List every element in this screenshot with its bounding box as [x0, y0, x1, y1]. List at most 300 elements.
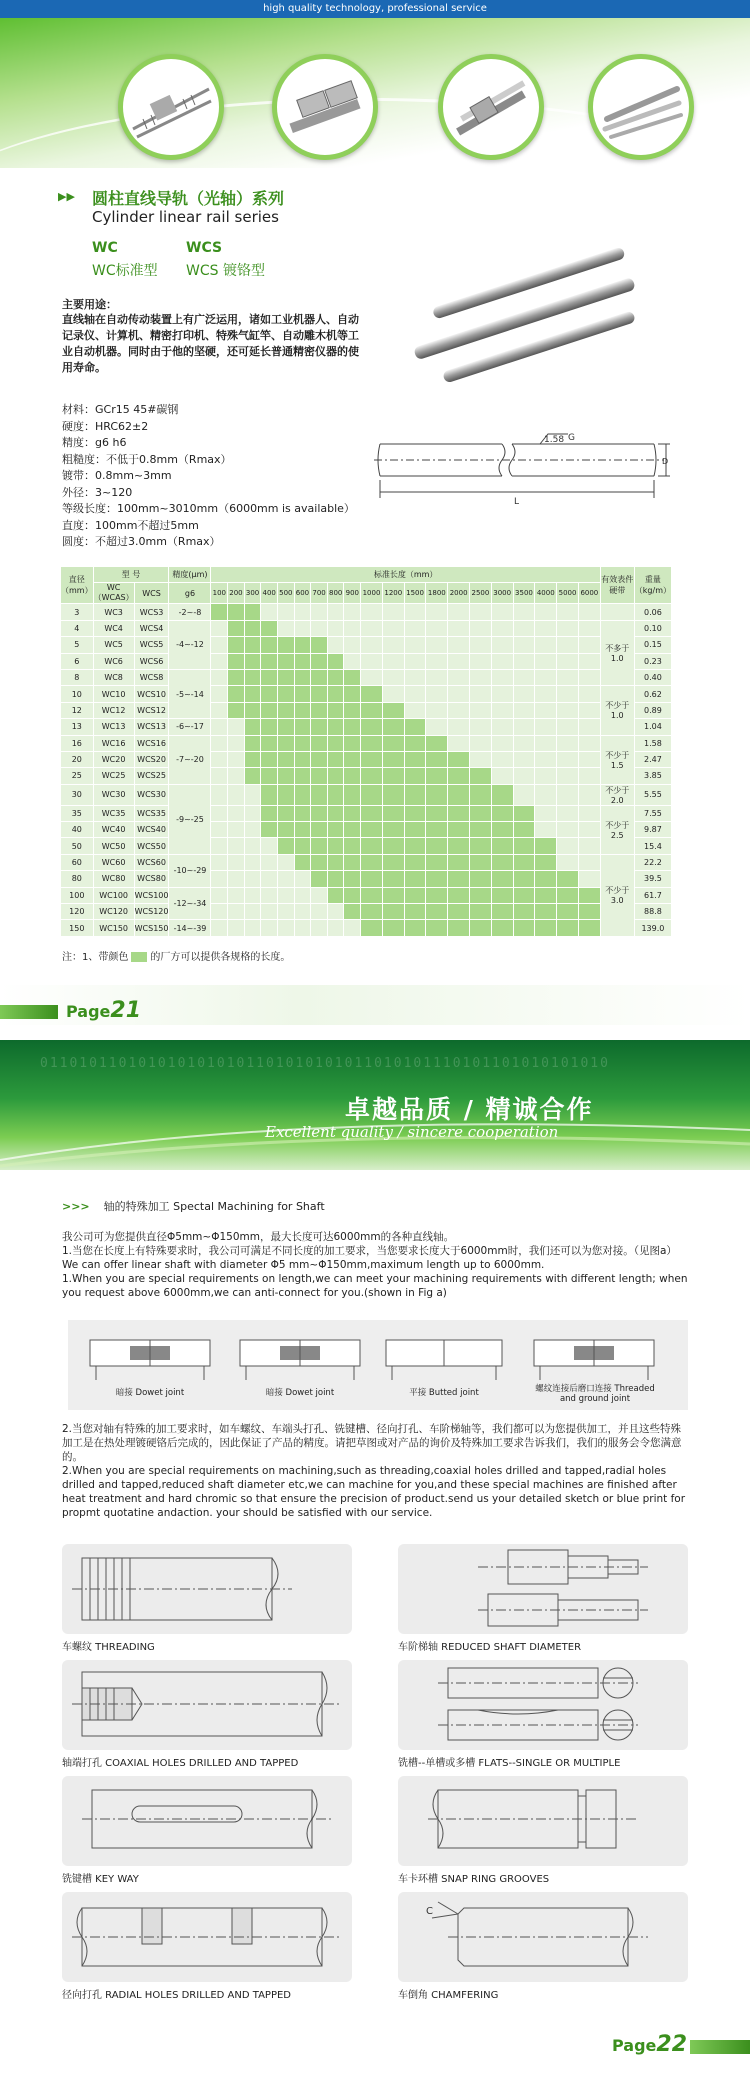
length-cell — [361, 604, 383, 620]
available-length-cell — [404, 904, 426, 920]
length-cell — [244, 920, 261, 936]
length-cell — [361, 653, 383, 669]
length-cell — [327, 920, 344, 936]
diameter-cell: 50 — [61, 838, 94, 854]
available-length-cell — [311, 669, 328, 685]
available-length-cell — [448, 768, 470, 784]
length-cell — [211, 669, 228, 685]
available-length-cell — [261, 784, 278, 805]
spec-line: 镀带：0.8mm~3mm — [62, 469, 172, 482]
available-length-cell — [361, 686, 383, 702]
length-cell — [448, 637, 470, 653]
available-length-cell — [361, 719, 383, 735]
length-cell — [578, 604, 600, 620]
length-cell — [557, 735, 579, 751]
available-length-cell — [382, 904, 404, 920]
available-length-cell — [261, 822, 278, 838]
length-cell — [426, 637, 448, 653]
available-length-cell — [277, 805, 294, 821]
length-cell — [513, 669, 535, 685]
wcs-model-cell: WCS20 — [134, 751, 169, 767]
length-cell — [261, 604, 278, 620]
table-row — [61, 768, 672, 784]
diameter-cell: 8 — [61, 669, 94, 685]
available-length-cell — [491, 805, 513, 821]
hero-banner — [0, 18, 750, 168]
product-photo-support-rail — [438, 54, 544, 160]
available-length-cell — [211, 604, 228, 620]
available-length-cell — [426, 904, 448, 920]
available-length-cell — [382, 920, 404, 936]
length-cell — [228, 838, 245, 854]
length-cell — [228, 854, 245, 870]
length-cell — [448, 686, 470, 702]
available-length-cell — [244, 768, 261, 784]
available-length-cell — [294, 719, 311, 735]
available-length-cell — [311, 637, 328, 653]
available-length-cell — [361, 784, 383, 805]
length-cell — [491, 719, 513, 735]
length-header: 1800 — [426, 583, 448, 604]
available-length-cell — [228, 604, 245, 620]
hardness-cell: 不少于 2.5 — [600, 805, 634, 854]
table-note — [62, 948, 290, 963]
available-length-cell — [361, 822, 383, 838]
length-cell — [228, 768, 245, 784]
table-row — [61, 854, 672, 870]
available-length-cell — [426, 920, 448, 936]
title-arrows-icon: ▶▶ — [58, 190, 75, 203]
diameter-cell: 35 — [61, 805, 94, 821]
length-cell — [344, 620, 361, 636]
joint-label: 暗接 Dowet joint — [115, 1388, 185, 1398]
product-photo-ballscrew — [118, 54, 224, 160]
available-length-cell — [261, 653, 278, 669]
diameter-cell: 6 — [61, 653, 94, 669]
precision-cell: -12~-34 — [169, 887, 211, 920]
available-length-cell — [311, 702, 328, 718]
length-cell — [578, 768, 600, 784]
available-length-cell — [327, 653, 344, 669]
spec-list — [62, 402, 355, 551]
available-length-cell — [448, 887, 470, 903]
length-cell — [535, 604, 557, 620]
wcs-name: WCS 镀铬型 — [186, 263, 265, 279]
length-cell — [327, 637, 344, 653]
hardness-cell: 不少于 3.0 — [600, 854, 634, 936]
length-cell — [491, 735, 513, 751]
length-cell — [294, 920, 311, 936]
available-length-cell — [404, 768, 426, 784]
available-length-cell — [311, 854, 328, 870]
available-length-cell — [277, 702, 294, 718]
available-length-cell — [535, 904, 557, 920]
length-cell — [361, 637, 383, 653]
available-length-cell — [311, 871, 328, 887]
wc-model-cell: WC8 — [93, 669, 134, 685]
available-length-cell — [470, 920, 492, 936]
wc-model-cell: WC35 — [93, 805, 134, 821]
length-cell — [448, 702, 470, 718]
available-length-cell — [491, 904, 513, 920]
available-length-cell — [311, 768, 328, 784]
length-cell — [261, 887, 278, 903]
available-length-cell — [311, 784, 328, 805]
available-length-cell — [535, 887, 557, 903]
length-header: 5000 — [557, 583, 579, 604]
available-length-cell — [404, 838, 426, 854]
quality-banner — [0, 1040, 750, 1170]
length-cell — [244, 822, 261, 838]
available-length-cell — [244, 653, 261, 669]
length-cell — [211, 768, 228, 784]
length-cell — [228, 805, 245, 821]
available-length-cell — [327, 838, 344, 854]
figure-radial-holes — [62, 1892, 352, 1982]
length-cell — [344, 604, 361, 620]
spec-line: 硬度：HRC62±2 — [62, 419, 149, 433]
length-cell — [211, 871, 228, 887]
length-cell — [244, 871, 261, 887]
available-length-cell — [327, 735, 344, 751]
col-header-model: 型 号 — [93, 567, 169, 583]
available-length-cell — [344, 871, 361, 887]
available-length-cell — [470, 871, 492, 887]
length-cell — [277, 904, 294, 920]
diameter-cell: 25 — [61, 768, 94, 784]
weight-cell: 0.40 — [634, 669, 671, 685]
available-length-cell — [382, 719, 404, 735]
available-length-cell — [513, 805, 535, 821]
available-length-cell — [277, 653, 294, 669]
wcs-model-cell: WCS16 — [134, 735, 169, 751]
length-cell — [578, 751, 600, 767]
diameter-cell: 13 — [61, 719, 94, 735]
available-length-cell — [491, 838, 513, 854]
col-header-diameter: 直径（mm） — [61, 567, 94, 604]
intro-paragraph: 我公司可为您提供直径Φ5mm~Φ150mm，最大长度可达6000mm的各种直线轴。 1.当您在长度上有特殊要求时，我公司可满足不同长度的加工要求，当您要求长度大于6000mm时，我们还可以为您对接。（见图a） We can offer linear shaft with diameter Φ5 mm~Φ150mm,maximum length up to 6000mm. 1.When you are special requirements on length,we can meet your machining requirements with different length; when you request above 6000mm,we can anti-connect for you.(shown in Fig a) — [62, 1231, 688, 1299]
available-length-cell — [327, 805, 344, 821]
available-length-cell — [261, 686, 278, 702]
available-length-cell — [448, 920, 470, 936]
machining-paragraph-zh: 2.当您对轴有特殊的加工要求时，如车螺纹、车端头打孔、铣键槽、径向打孔、车阶梯轴等，我们都可以为您提供加工，并且这些特殊加工是在热处理镀硬铬后完成的，因此保证了产品的精度。请把草图或对产品的询价及特殊加工要求告诉我们，我们的服务会令您满意的。 — [62, 1423, 682, 1463]
weight-cell: 3.85 — [634, 768, 671, 784]
wc-model-cell: WC13 — [93, 719, 134, 735]
available-length-cell — [311, 719, 328, 735]
length-cell — [261, 871, 278, 887]
wc-model-cell: WC12 — [93, 702, 134, 718]
figure-snap-ring — [398, 1776, 688, 1866]
length-cell — [404, 604, 426, 620]
length-cell — [448, 620, 470, 636]
available-length-cell — [448, 822, 470, 838]
diameter-cell: 5 — [61, 637, 94, 653]
length-cell — [294, 904, 311, 920]
available-length-cell — [404, 735, 426, 751]
available-length-cell — [513, 822, 535, 838]
spec-line: 圆度：不超过3.0mm（Rmax） — [62, 535, 221, 548]
length-cell — [513, 653, 535, 669]
available-length-cell — [327, 702, 344, 718]
length-cell — [327, 604, 344, 620]
wcs-model-cell: WCS120 — [134, 904, 169, 920]
figure-reduced-diameter — [398, 1544, 688, 1634]
length-cell — [426, 669, 448, 685]
weight-cell: 7.55 — [634, 805, 671, 821]
length-cell — [557, 751, 579, 767]
available-length-cell — [382, 702, 404, 718]
length-cell — [470, 669, 492, 685]
length-header: 1000 — [361, 583, 383, 604]
table-row — [61, 920, 672, 936]
available-length-cell — [404, 719, 426, 735]
banner-slogan-zh: 卓越品质 / 精诚合作 — [345, 1095, 594, 1124]
table-row — [61, 838, 672, 854]
available-length-cell — [344, 751, 361, 767]
wc-model-cell: WC20 — [93, 751, 134, 767]
length-cell — [513, 784, 535, 805]
wc-model-cell: WC150 — [93, 920, 134, 936]
length-cell — [404, 637, 426, 653]
available-length-cell — [513, 887, 535, 903]
length-cell — [211, 822, 228, 838]
length-cell — [557, 637, 579, 653]
spec-line: 外径：3~120 — [62, 485, 133, 499]
length-cell — [277, 871, 294, 887]
length-cell — [513, 686, 535, 702]
precision-cell: -2~-8 — [169, 604, 211, 620]
length-cell — [513, 719, 535, 735]
table-row — [61, 653, 672, 669]
length-cell — [244, 854, 261, 870]
weight-cell: 61.7 — [634, 887, 671, 903]
length-cell — [557, 686, 579, 702]
available-length-cell — [244, 637, 261, 653]
hardness-cell — [600, 604, 634, 620]
length-cell — [426, 686, 448, 702]
available-length-cell — [382, 768, 404, 784]
length-cell — [244, 887, 261, 903]
length-header: 100 — [211, 583, 228, 604]
length-cell — [327, 620, 344, 636]
available-length-cell — [294, 854, 311, 870]
available-length-cell — [382, 751, 404, 767]
available-length-cell — [382, 887, 404, 903]
available-length-cell — [261, 702, 278, 718]
wc-name: WC标准型 — [92, 263, 158, 279]
wc-model-cell: WC120 — [93, 904, 134, 920]
wc-model-cell: WC6 — [93, 653, 134, 669]
available-length-cell — [382, 735, 404, 751]
available-length-cell — [513, 838, 535, 854]
available-length-cell — [470, 768, 492, 784]
spec-line: 等级长度：100mm~3010mm（6000mm is available） — [62, 502, 355, 515]
length-header: 3500 — [513, 583, 535, 604]
hardness-cell: 不多于 1.0 — [600, 620, 634, 686]
length-header: 1200 — [382, 583, 404, 604]
available-length-cell — [404, 887, 426, 903]
weight-cell: 0.10 — [634, 620, 671, 636]
product-photo-linear-guide — [272, 54, 378, 160]
length-cell — [578, 735, 600, 751]
chevrons-icon: >>> — [62, 1200, 90, 1213]
table-row — [61, 669, 672, 685]
length-cell — [470, 751, 492, 767]
length-cell — [535, 686, 557, 702]
joint-label: 平接 Butted joint — [409, 1388, 479, 1398]
figure-caption: 车倒角 CHAMFERING — [398, 1990, 499, 2001]
length-cell — [470, 719, 492, 735]
tolerance-label: G — [568, 433, 575, 443]
length-cell — [491, 702, 513, 718]
precision-cell: -9~-25 — [169, 784, 211, 854]
available-length-cell — [344, 887, 361, 903]
available-length-cell — [244, 620, 261, 636]
length-cell — [211, 920, 228, 936]
available-length-cell — [327, 871, 344, 887]
length-cell — [211, 751, 228, 767]
available-length-cell — [244, 735, 261, 751]
catalog-page-22 — [0, 1040, 750, 2087]
available-length-cell — [426, 822, 448, 838]
available-length-cell — [382, 838, 404, 854]
series-title-en: Cylinder linear rail series — [92, 208, 279, 226]
available-length-cell — [535, 871, 557, 887]
length-cell — [535, 719, 557, 735]
wc-model-cell: WC100 — [93, 887, 134, 903]
page-bar-left — [0, 1005, 58, 1019]
available-length-cell — [426, 871, 448, 887]
available-length-cell — [448, 784, 470, 805]
standard-length-table — [60, 566, 672, 937]
wcs-model-cell: WCS60 — [134, 854, 169, 870]
length-cell — [228, 735, 245, 751]
length-cell — [448, 735, 470, 751]
available-length-cell — [244, 686, 261, 702]
wcs-model-cell: WCS4 — [134, 620, 169, 636]
length-cell — [228, 871, 245, 887]
weight-cell: 1.58 — [634, 735, 671, 751]
length-cell — [294, 604, 311, 620]
length-cell — [311, 887, 328, 903]
length-cell — [277, 604, 294, 620]
col-header-precision: 精度(μm) — [169, 567, 211, 583]
length-cell — [557, 669, 579, 685]
wcs-model-cell: WCS50 — [134, 838, 169, 854]
length-header: 2500 — [470, 583, 492, 604]
length-header: 600 — [294, 583, 311, 604]
col-header-g6: g6 — [169, 583, 211, 604]
length-cell — [557, 653, 579, 669]
available-length-cell — [311, 822, 328, 838]
available-length-cell — [470, 887, 492, 903]
diameter-cell: 120 — [61, 904, 94, 920]
available-length-cell — [294, 784, 311, 805]
available-length-cell — [404, 784, 426, 805]
length-cell — [535, 822, 557, 838]
available-length-cell — [361, 838, 383, 854]
available-length-cell — [311, 751, 328, 767]
available-length-cell — [244, 669, 261, 685]
available-length-cell — [361, 751, 383, 767]
available-length-cell — [294, 751, 311, 767]
table-row — [61, 784, 672, 805]
hardness-cell: 不少于 2.0 — [600, 784, 634, 805]
length-cell — [535, 620, 557, 636]
length-cell — [535, 805, 557, 821]
length-cell — [344, 637, 361, 653]
available-length-cell — [470, 805, 492, 821]
precision-cell: -5~-14 — [169, 669, 211, 718]
available-length-cell — [277, 784, 294, 805]
length-cell — [557, 838, 579, 854]
available-length-cell — [426, 887, 448, 903]
available-length-cell — [426, 854, 448, 870]
wcs-model-cell: WCS80 — [134, 871, 169, 887]
length-label: L — [514, 497, 520, 507]
length-cell — [261, 920, 278, 936]
available-length-cell — [277, 822, 294, 838]
length-cell — [578, 784, 600, 805]
length-cell — [211, 653, 228, 669]
length-header: 400 — [261, 583, 278, 604]
length-cell — [535, 751, 557, 767]
spec-line: 直度：100mm不超过5mm — [62, 518, 199, 532]
available-length-cell — [491, 871, 513, 887]
col-header-weight: 重量（kg/m） — [634, 567, 671, 604]
length-cell — [578, 702, 600, 718]
available-length-cell — [361, 805, 383, 821]
weight-cell: 9.87 — [634, 822, 671, 838]
available-length-cell — [311, 805, 328, 821]
length-cell — [470, 653, 492, 669]
length-cell — [426, 719, 448, 735]
available-length-cell — [557, 904, 579, 920]
length-cell — [404, 620, 426, 636]
length-cell — [228, 904, 245, 920]
available-length-cell — [277, 768, 294, 784]
wcs-code: WCS — [186, 240, 223, 256]
length-cell — [513, 604, 535, 620]
available-length-cell — [327, 669, 344, 685]
available-length-cell — [311, 838, 328, 854]
spec-line: 粗糙度：不低于0.8mm（Rmax） — [62, 452, 232, 466]
length-cell — [535, 669, 557, 685]
length-cell — [470, 637, 492, 653]
length-cell — [535, 653, 557, 669]
length-cell — [535, 735, 557, 751]
wcs-model-cell: WCS6 — [134, 653, 169, 669]
available-length-cell — [557, 871, 579, 887]
length-cell — [211, 854, 228, 870]
col-header-hardness: 有效表件硬带 — [600, 567, 634, 604]
table-row — [61, 751, 672, 767]
wc-model-cell: WC40 — [93, 822, 134, 838]
length-cell — [491, 604, 513, 620]
length-cell — [470, 620, 492, 636]
length-cell — [426, 702, 448, 718]
available-length-cell — [294, 702, 311, 718]
usage-text: 直线轴在自动传动装置上有广泛运用，诸如工业机器人、自动记录仪、计算机、精密打印机、特殊气缸竿、自动雕木机等工业自动机器。同时由于他的坚硬，还可延长普通精密仪器的使用寿命。 — [62, 313, 359, 374]
available-length-cell — [535, 838, 557, 854]
figure-threading — [62, 1544, 352, 1634]
available-length-cell — [277, 751, 294, 767]
page-bar-right — [690, 2040, 750, 2054]
length-cell — [470, 735, 492, 751]
available-length-cell — [228, 653, 245, 669]
length-cell — [491, 686, 513, 702]
length-cell — [578, 719, 600, 735]
